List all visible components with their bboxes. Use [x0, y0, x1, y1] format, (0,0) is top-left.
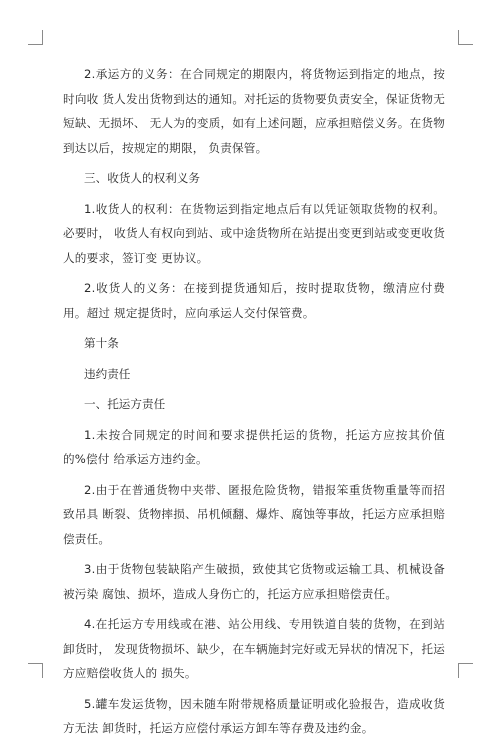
article-title: 违约责任 [84, 366, 131, 381]
page-corner-mark-bottom-right [458, 663, 473, 678]
page-corner-mark-top-right [458, 30, 473, 45]
paragraph-liability-1: 1.未按合同规定的时间和要求提供托运的货物，托运方应按其价值的%偿付 给承运方违约金。 [63, 427, 445, 466]
paragraph-liability-4: 4.在托运方专用线或在港、站公用线、专用铁道自装的货物，在到站卸货时， 发现货物损坏、缺少，在车辆施封完好或无异状的情况下，托运方应赔偿收货人的 损失。 [63, 617, 445, 680]
article-number: 第十条 [84, 336, 119, 350]
paragraph-consignee-obligations: 2.收货人的义务：在接到提货通知后，按时提取货物，缴清应付费用。超过 规定提货时，应向承运人交付保管费。 [63, 281, 445, 320]
page-corner-mark-bottom-left [28, 663, 43, 678]
paragraph-liability-2: 2.由于在普通货物中夹带、匿报危险货物，错报笨重货物重量等而招致吊具 断裂、货物摔损、吊机倾翻、爆炸、腐蚀等事故，托运方应承担赔偿责任。 [63, 482, 445, 546]
page-corner-mark-top-left [28, 30, 43, 45]
paragraph-consignee-rights: 1.收货人的权利：在货物运到指定地点后有以凭证领取货物的权利。必要时， 收货人有权向到站、或中途货物所在站提出变更到站或变更收货人的要求，签订变 更协议。 [63, 201, 445, 265]
paragraph-carrier-obligations: 2.承运方的义务：在合同规定的期限内，将货物运到指定的地点，按时向收 货人发出货物到达的通知。对托运的货物要负责安全，保证货物无短缺、无损坏、 无人为的变质，如有上述问题，应承担赔偿义务。在货物到达以后，按规定的期限， 负责保管。 [63, 67, 445, 155]
paragraph-liability-5: 5.罐车发运货物，因未随车附带规格质量证明或化验报告，造成收货方无法 卸货时，托运方应偿付承运方卸车等存费及违约金。 [63, 696, 445, 735]
document-body [63, 62, 445, 747]
section-heading-consignee-rights: 三、收货人的权利义务 [84, 171, 200, 185]
section-heading-shipper-liability: 一、托运方责任 [84, 397, 166, 411]
paragraph-liability-3: 3.由于货物包装缺陷产生破损，致使其它货物或运输工具、机械设备被污染 腐蚀、损坏，造成人身伤亡的，托运方应承担赔偿责任。 [63, 562, 445, 601]
